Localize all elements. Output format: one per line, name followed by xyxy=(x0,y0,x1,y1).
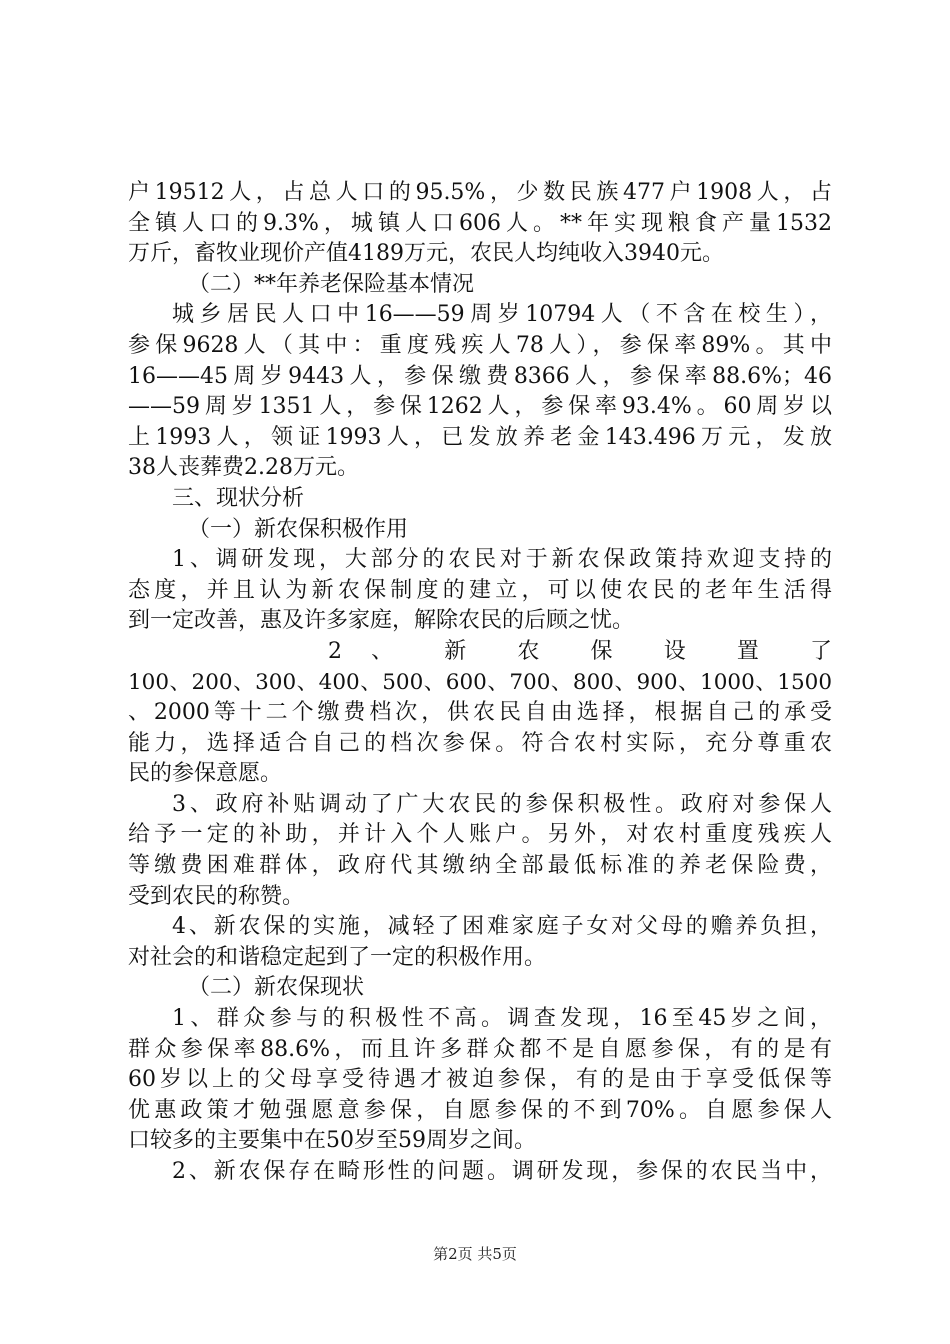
text-line: 口较多的主要集中在50岁至59周岁之间。 xyxy=(128,1128,536,1154)
text-line: 2、新农保存在畸形性的问题。调研发现，参保的农民当中， xyxy=(172,1159,832,1184)
section-heading: （二）**年养老保险基本情况 xyxy=(188,271,475,297)
text-line: 4、新农保的实施，减轻了困难家庭子女对父母的赡养负担， xyxy=(172,914,832,940)
text-line: 参保9628人（其中：重度残疾人78人），参保率89%。其中 xyxy=(128,332,832,358)
text-line: 3、政府补贴调动了广大农民的参保积极性。政府对参保人 xyxy=(172,791,832,817)
text-line: 态度，并且认为新农保制度的建立，可以使农民的老年生活得 xyxy=(128,577,832,603)
text-line: 到一定改善，惠及许多家庭，解除农民的后顾之忧。 xyxy=(128,608,635,634)
text-line: 1、群众参与的积极性不高。调查发现，16至45岁之间， xyxy=(172,1006,832,1032)
page-number-footer: 第2页 共5页 xyxy=(433,1245,517,1263)
text-line: 全镇人口的9.3%，城镇人口606人。**年实现粮食产量1532 xyxy=(128,210,832,236)
section-heading: （二）新农保现状 xyxy=(188,975,365,1001)
text-line: 上1993人，领证1993人，已发放养老金143.496万元，发放 xyxy=(128,424,832,450)
text-line: 2 、 新 农 保 设 置 了 xyxy=(328,638,832,664)
text-line: 100、200、300、400、500、600、700、800、900、1000、1500 xyxy=(128,669,832,695)
text-line: 万斤，畜牧业现价产值4189万元，农民人均纯收入3940元。 xyxy=(128,241,724,267)
text-line: 优惠政策才勉强愿意参保，自愿参保的不到70%。自愿参保人 xyxy=(128,1097,832,1123)
text-line: 等缴费困难群体，政府代其缴纳全部最低标准的养老保险费， xyxy=(128,853,832,879)
text-line: 、2000等十二个缴费档次，供农民自由选择，根据自己的承受 xyxy=(128,700,832,726)
text-line: 1、调研发现，大部分的农民对于新农保政策持欢迎支持的 xyxy=(172,547,832,573)
text-line: 对社会的和谐稳定起到了一定的积极作用。 xyxy=(128,944,547,970)
text-line: 城乡居民人口中16——59周岁10794人（不含在校生）， xyxy=(172,302,832,328)
text-line: ——59周岁1351人，参保1262人，参保率93.4%。60周岁以 xyxy=(128,394,832,420)
text-line: 受到农民的称赞。 xyxy=(128,883,305,909)
text-line: 16——45周岁9443人，参保缴费8366人，参保率88.6%；46 xyxy=(128,363,832,389)
document-body xyxy=(128,178,832,1188)
text-line: 户19512人，占总人口的95.5%，少数民族477户1908人，占 xyxy=(128,180,832,205)
text-line: 能力，选择适合自己的档次参保。符合农村实际，充分尊重农 xyxy=(128,730,832,756)
text-line: 38人丧葬费2.28万元。 xyxy=(128,455,359,481)
section-heading: 三、现状分析 xyxy=(172,485,305,511)
text-line: 民的参保意愿。 xyxy=(128,761,283,787)
text-line: 60岁以上的父母享受待遇才被迫参保，有的是由于享受低保等 xyxy=(128,1067,832,1093)
text-line: 群众参保率88.6%，而且许多群众都不是自愿参保，有的是有 xyxy=(128,1036,832,1062)
section-heading: （一）新农保积极作用 xyxy=(188,516,409,542)
text-line: 给予一定的补助，并计入个人账户。另外，对农村重度残疾人 xyxy=(128,822,832,848)
